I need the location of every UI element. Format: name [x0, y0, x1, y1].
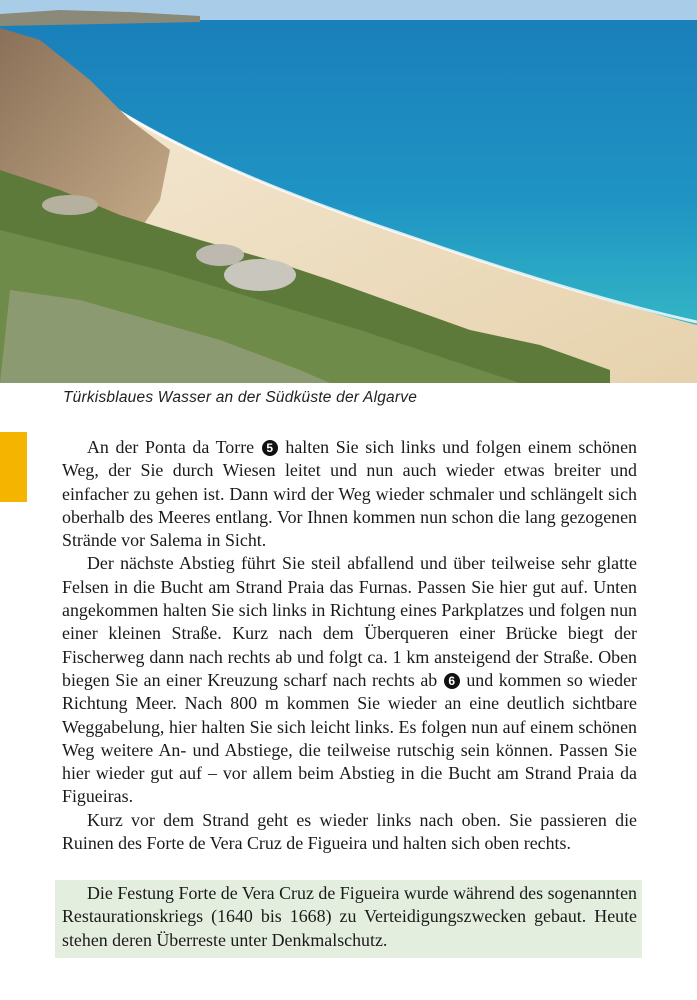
paragraph-3 — [62, 809, 637, 856]
paragraph-1-text-a: An der Ponta da Torre — [87, 437, 261, 457]
info-box-text: Die Festung Forte de Vera Cruz de Figueira wurde während des sogenannten Restaurationskriegs (1640 bis 1668) zu Verteidigungszwecken gebaut. Heute stehen deren Überreste unter Denkmalschutz. — [62, 883, 637, 950]
paragraph-2 — [62, 552, 637, 808]
waypoint-6-icon: 6 — [444, 673, 460, 689]
chapter-tab-marker — [0, 432, 27, 502]
coastal-beach-photo-icon — [0, 0, 697, 383]
paragraph-1-text-b: halten Sie sich links und folgen einem schönen Weg, der Sie durch Wiesen leitet und nun auch wieder etwas breiter und einfacher zu gehen ist. Dann wird der Weg wieder schmaler und schlängelt sich oberhalb des Meeres entlang. Vor Ihnen kommen nun schon die lang gezogenen Strände vor Salema in Sicht. — [62, 437, 637, 551]
paragraph-2-text-a: Der nächste Abstieg führt Sie steil abfallend und über teilweise sehr glatte Felsen in die Bucht am Strand Praia das Furnas. Passen Sie hier gut auf. Unten angekommen halten Sie sich links in Richtung eines Parkplatzes und folgen nun einer kleinen Straße. Kurz nach dem Überqueren einer Brücke biegt der Fischerweg dann nach rechts ab und folgt ca. 1 km ansteigend der Straße. Oben biegen Sie an einer Kreuzung scharf nach rechts ab — [62, 553, 637, 690]
photo-caption: Türkisblaues Wasser an der Südküste der Algarve — [63, 389, 418, 406]
coastal-beach-photo — [0, 0, 697, 383]
paragraph-3-text: Kurz vor dem Strand geht es wieder links nach oben. Sie passieren die Ruinen des Forte de Vera Cruz de Figueira und halten sich oben rechts. — [62, 809, 637, 854]
paragraph-2-text-b: und kommen so wieder Richtung Meer. Nach 800 m kommen Sie wieder an eine deutlich sichtbare Weggabelung, hier halten Sie sich leicht links. Es folgen nun auf einem schönen Weg weitere An- und Abstiege, die teilweise rutschig sein können. Passen Sie hier wieder gut auf – vor allem beim Abstieg in die Bucht am Strand Praia da Figueiras. — [62, 669, 637, 807]
body-text — [62, 436, 637, 855]
paragraph-1 — [62, 436, 637, 552]
waypoint-5-icon: 5 — [262, 440, 278, 456]
